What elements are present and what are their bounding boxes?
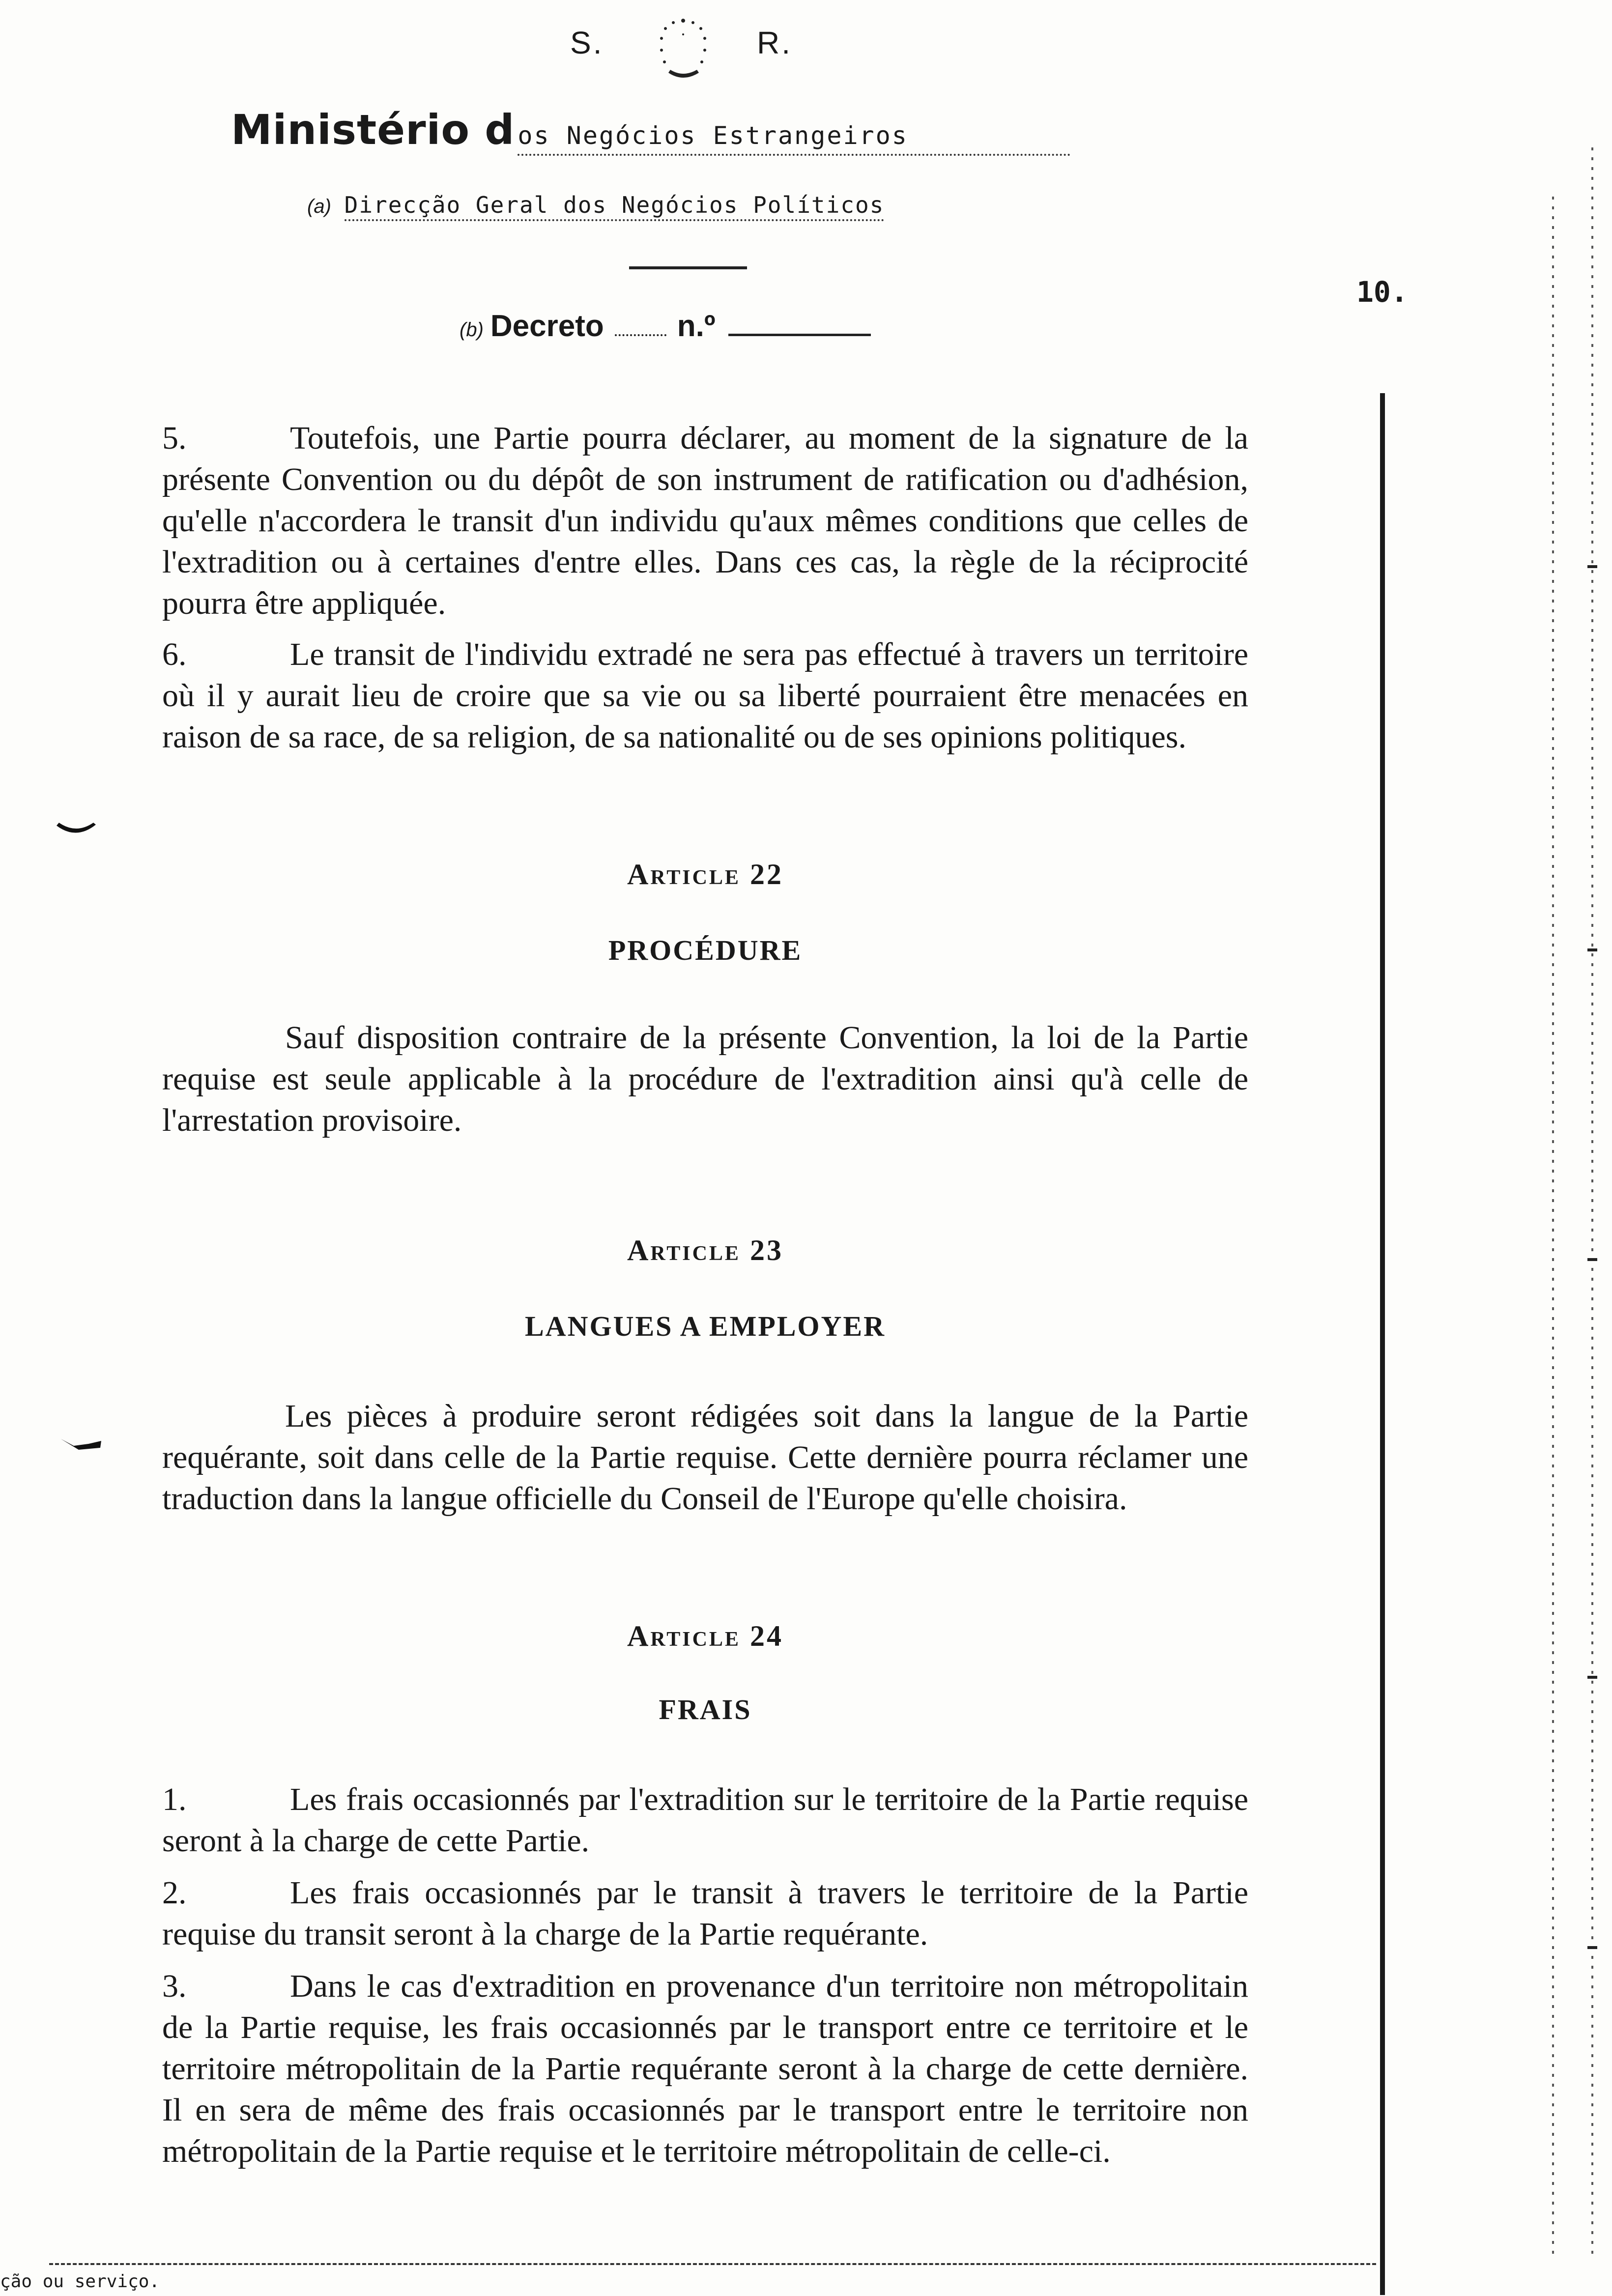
footer-note: ção ou serviço.	[0, 2271, 160, 2292]
directorate-line	[307, 192, 884, 218]
article-23-text: Les pièces à produire seront rédigées soit dans la langue de la Partie requérante, soit dans celle de la Partie requise. Cette dernière pourra réclamer une traduction dans la langue officielle du Conseil de l'Europe qu'elle choisira.	[162, 1398, 1248, 1517]
footer-rule	[49, 2263, 1376, 2265]
paragraph-6-text: Le transit de l'individu extradé ne sera pas effectué à travers un territoire où il y aurait lieu de croire que sa vie ou sa liberté pourraient être menacées en raison de sa race, de sa religion, de sa nationalité ou de ses opinions politiques.	[162, 636, 1248, 755]
decreto-number-label: n.º	[677, 309, 716, 343]
article-23-text-block	[162, 1396, 1248, 1520]
article-24-p3-text: Dans le cas d'extradition en provenance d'un territoire non métropolitain de la Partie requise, les frais occasionnés par le transport entre ce territoire et le territoire métropolitain de la Partie requérante seront à la charge de cette dernière. Il en sera de même des frais occasionnés par le transport entre le territoire non métropolitain de la Partie requise et le territoire métropolitain de celle-ci.	[162, 1968, 1248, 2169]
article-22-title: PROCÉDURE	[608, 934, 803, 966]
margin-rule	[1380, 393, 1385, 2295]
article-22-text: Sauf disposition contraire de la présente Convention, la loi de la Partie requise est seule applicable à la procédure de l'extradition ainsi qu'à celle de l'arrestation provisoire.	[162, 1020, 1248, 1138]
article-24-p1-text: Les frais occasionnés par l'extradition sur le territoire de la Partie requise seront à la charge de cette Partie.	[162, 1781, 1248, 1859]
paragraph-5-number: 5.	[162, 420, 187, 456]
article-23-title: LANGUES A EMPLOYER	[525, 1310, 886, 1342]
paragraph-5-text: Toutefois, une Partie pourra déclarer, au moment de la signature de la présente Convention ou du dépôt de son instrument de ratification ou d'adhésion, qu'elle n'accordera le transit d'un individu qu'aux mêmes conditions que celles de l'extradition ou à certaines d'entre elles. Dans ces cas, la règle de la réciprocité pourra être appliquée.	[162, 420, 1248, 621]
article-22-text-block	[162, 1017, 1248, 1141]
article-24-paragraph-3	[162, 1966, 1248, 2172]
article-24-p1-number: 1.	[162, 1781, 187, 1817]
article-24-p2-text: Les frais occasionnés par le transit à travers le territoire de la Partie requise du transit seront à la charge de la Partie requérante.	[162, 1875, 1248, 1952]
article-24-paragraph-1	[162, 1779, 1248, 1862]
ministry-typed-field	[518, 106, 1070, 156]
seal-icon	[634, 15, 732, 84]
article-24-p3-number: 3.	[162, 1968, 187, 2004]
binding-mark-icon	[59, 1435, 103, 1455]
letterhead-s: S.	[570, 25, 604, 60]
article-24-p2-number: 2.	[162, 1875, 187, 1911]
article-24-paragraph-2	[162, 1872, 1248, 1955]
scan-edge-marks	[1538, 0, 1612, 2296]
paragraph-6-number: 6.	[162, 636, 187, 672]
header-separator	[629, 266, 747, 269]
ministry-line	[231, 106, 1070, 156]
binding-mark-icon	[54, 821, 98, 840]
ministry-typed-text: os Negócios Estrangeiros	[518, 121, 908, 150]
article-24-label: Article 24	[627, 1620, 783, 1652]
decreto-blank	[615, 334, 666, 336]
paragraph-5	[162, 418, 1248, 624]
decreto-number-blank	[728, 334, 871, 336]
article-24-title: FRAIS	[659, 1693, 752, 1725]
decreto-text: Decreto	[490, 309, 604, 343]
letterhead-r: R.	[757, 25, 792, 60]
decreto-label: (b)	[460, 319, 484, 341]
paragraph-6	[162, 634, 1248, 758]
decreto-line	[460, 309, 871, 344]
directorate-typed-text: Direcção Geral dos Negócios Políticos	[345, 192, 885, 221]
ministry-prefix: Ministério d	[231, 106, 515, 154]
letterhead-sr	[570, 15, 806, 79]
directorate-label: (a)	[307, 196, 331, 217]
page-number: 10.	[1356, 275, 1408, 309]
article-22-label: Article 22	[627, 858, 783, 890]
article-23-label: Article 23	[627, 1234, 783, 1266]
